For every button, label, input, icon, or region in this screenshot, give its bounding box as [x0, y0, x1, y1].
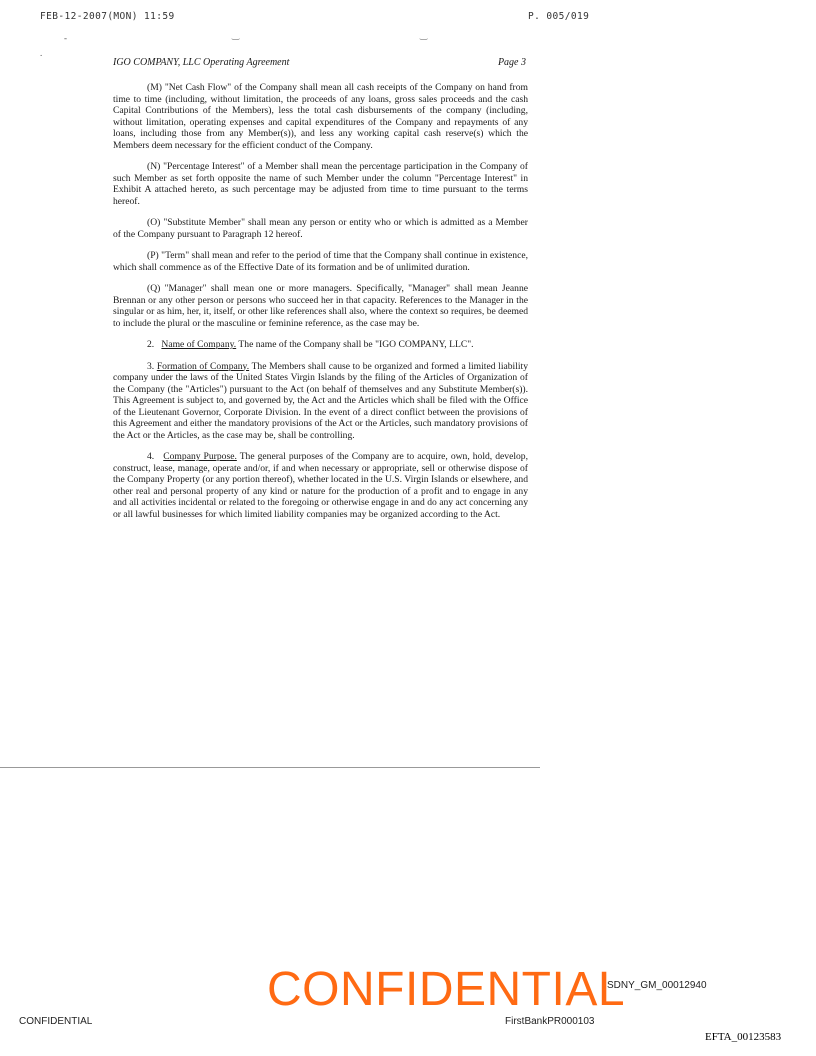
section-heading: Formation of Company. — [156, 360, 250, 372]
definition-q: (Q) "Manager" shall mean one or more managers. Specifically, "Manager" shall mean Jeanne Brennan or any other person or persons who succeed her in that capacity. References to the Manager in the singular or as him, her, it, itself, or other like references shall also, where the context so requires, be deemed to include the plural or the masculine or feminine reference, as the case may be. — [113, 283, 528, 329]
section-heading: Company Purpose. — [163, 451, 237, 462]
section-2 — [113, 339, 528, 351]
scan-mark: - — [64, 33, 67, 43]
scan-mark: ‿ — [420, 30, 428, 40]
fax-page-count: P. 005/019 — [528, 11, 590, 22]
scan-line — [0, 767, 540, 768]
page-number: Page 3 — [497, 57, 526, 68]
fax-timestamp: FEB-12-2007(MON) 11:59 — [40, 11, 175, 22]
scan-mark: . — [40, 48, 43, 58]
definition-m: (M) "Net Cash Flow" of the Company shall mean all cash receipts of the Company on hand from time to time (including, without limitation, the proceeds of any loans, gross sales proceeds and the cash Capital Contributions of the Members), less the total cash disbursements of the company (including, without limitation, operating expenses and capital expenditures of the Company and repayments of any loans, including those from any Member(s)), and less any working capital cash reserve(s) which the Members deem necessary for the efficient conduct of the Company. — [113, 82, 528, 151]
definition-n: (N) "Percentage Interest" of a Member shall mean the percentage participation in the Company of such Member as set forth opposite the name of such Member under the column "Percentage Interest" in Exhibit A attached hereto, as such percentage may be adjusted from time to time pursuant to the terms hereof. — [113, 161, 528, 207]
section-3 — [113, 361, 528, 442]
section-heading: Name of Company. — [161, 339, 237, 350]
document-body — [113, 82, 528, 530]
definition-p: (P) "Term" shall mean and refer to the period of time that the Company shall continue in existence, which shall commence as of the Effective Date of its formation and be of unlimited duration. — [113, 250, 528, 273]
section-number: 2. — [147, 339, 155, 350]
section-text: The Members shall cause to be organized and formed a limited liability company under the laws of the United States Virgin Islands by the filing of the Articles of Organization of the Company (the "Articles") pursuant to the Act (on behalf of themselves and any Substitute Member(s)). This Agreement is subject to, and governed by, the Act and the Articles which shall be filed with the Office of the Lieutenant Governor, Corporate Division. In the event of a direct conflict between the provisions of this Agreement and either the mandatory provisions of the Act or the Articles, such mandatory provisions of the Act or the Articles, as the case may be, shall be controlling. — [113, 360, 528, 441]
section-text: The name of the Company shall be "IGO COMPANY, LLC". — [236, 339, 474, 350]
scan-mark: ‿ — [232, 30, 240, 40]
confidential-stamp: CONFIDENTIAL — [267, 963, 626, 1016]
section-text: The general purposes of the Company are to acquire, own, hold, develop, construct, lease, manage, operate and/or, if and when necessary or appropriate, sell or otherwise dispose of the Company Property (or any portion thereof), whether located in the U.S. Virgin Islands or elsewhere, and other real and personal property of any kind or nature for the production of a profit and to engage in any and all activities incidental or related to the foregoing or otherwise engage in and do any act concerning any or all lawful businesses for which limited liability companies may be organized according to the Act. — [113, 451, 528, 520]
section-number: 4. — [147, 451, 155, 462]
section-number: 3. — [147, 360, 155, 372]
section-4 — [113, 451, 528, 520]
definition-o: (O) "Substitute Member" shall mean any person or entity who or which is admitted as a Member of the Company pursuant to Paragraph 12 hereof. — [113, 217, 528, 240]
bank-document-number: FirstBankPR000103 — [505, 1016, 595, 1027]
document-title: IGO COMPANY, LLC Operating Agreement — [113, 57, 290, 68]
bates-number: SDNY_GM_00012940 — [607, 980, 707, 991]
efta-number: EFTA_00123583 — [705, 1031, 782, 1043]
confidential-label: CONFIDENTIAL — [19, 1016, 93, 1027]
